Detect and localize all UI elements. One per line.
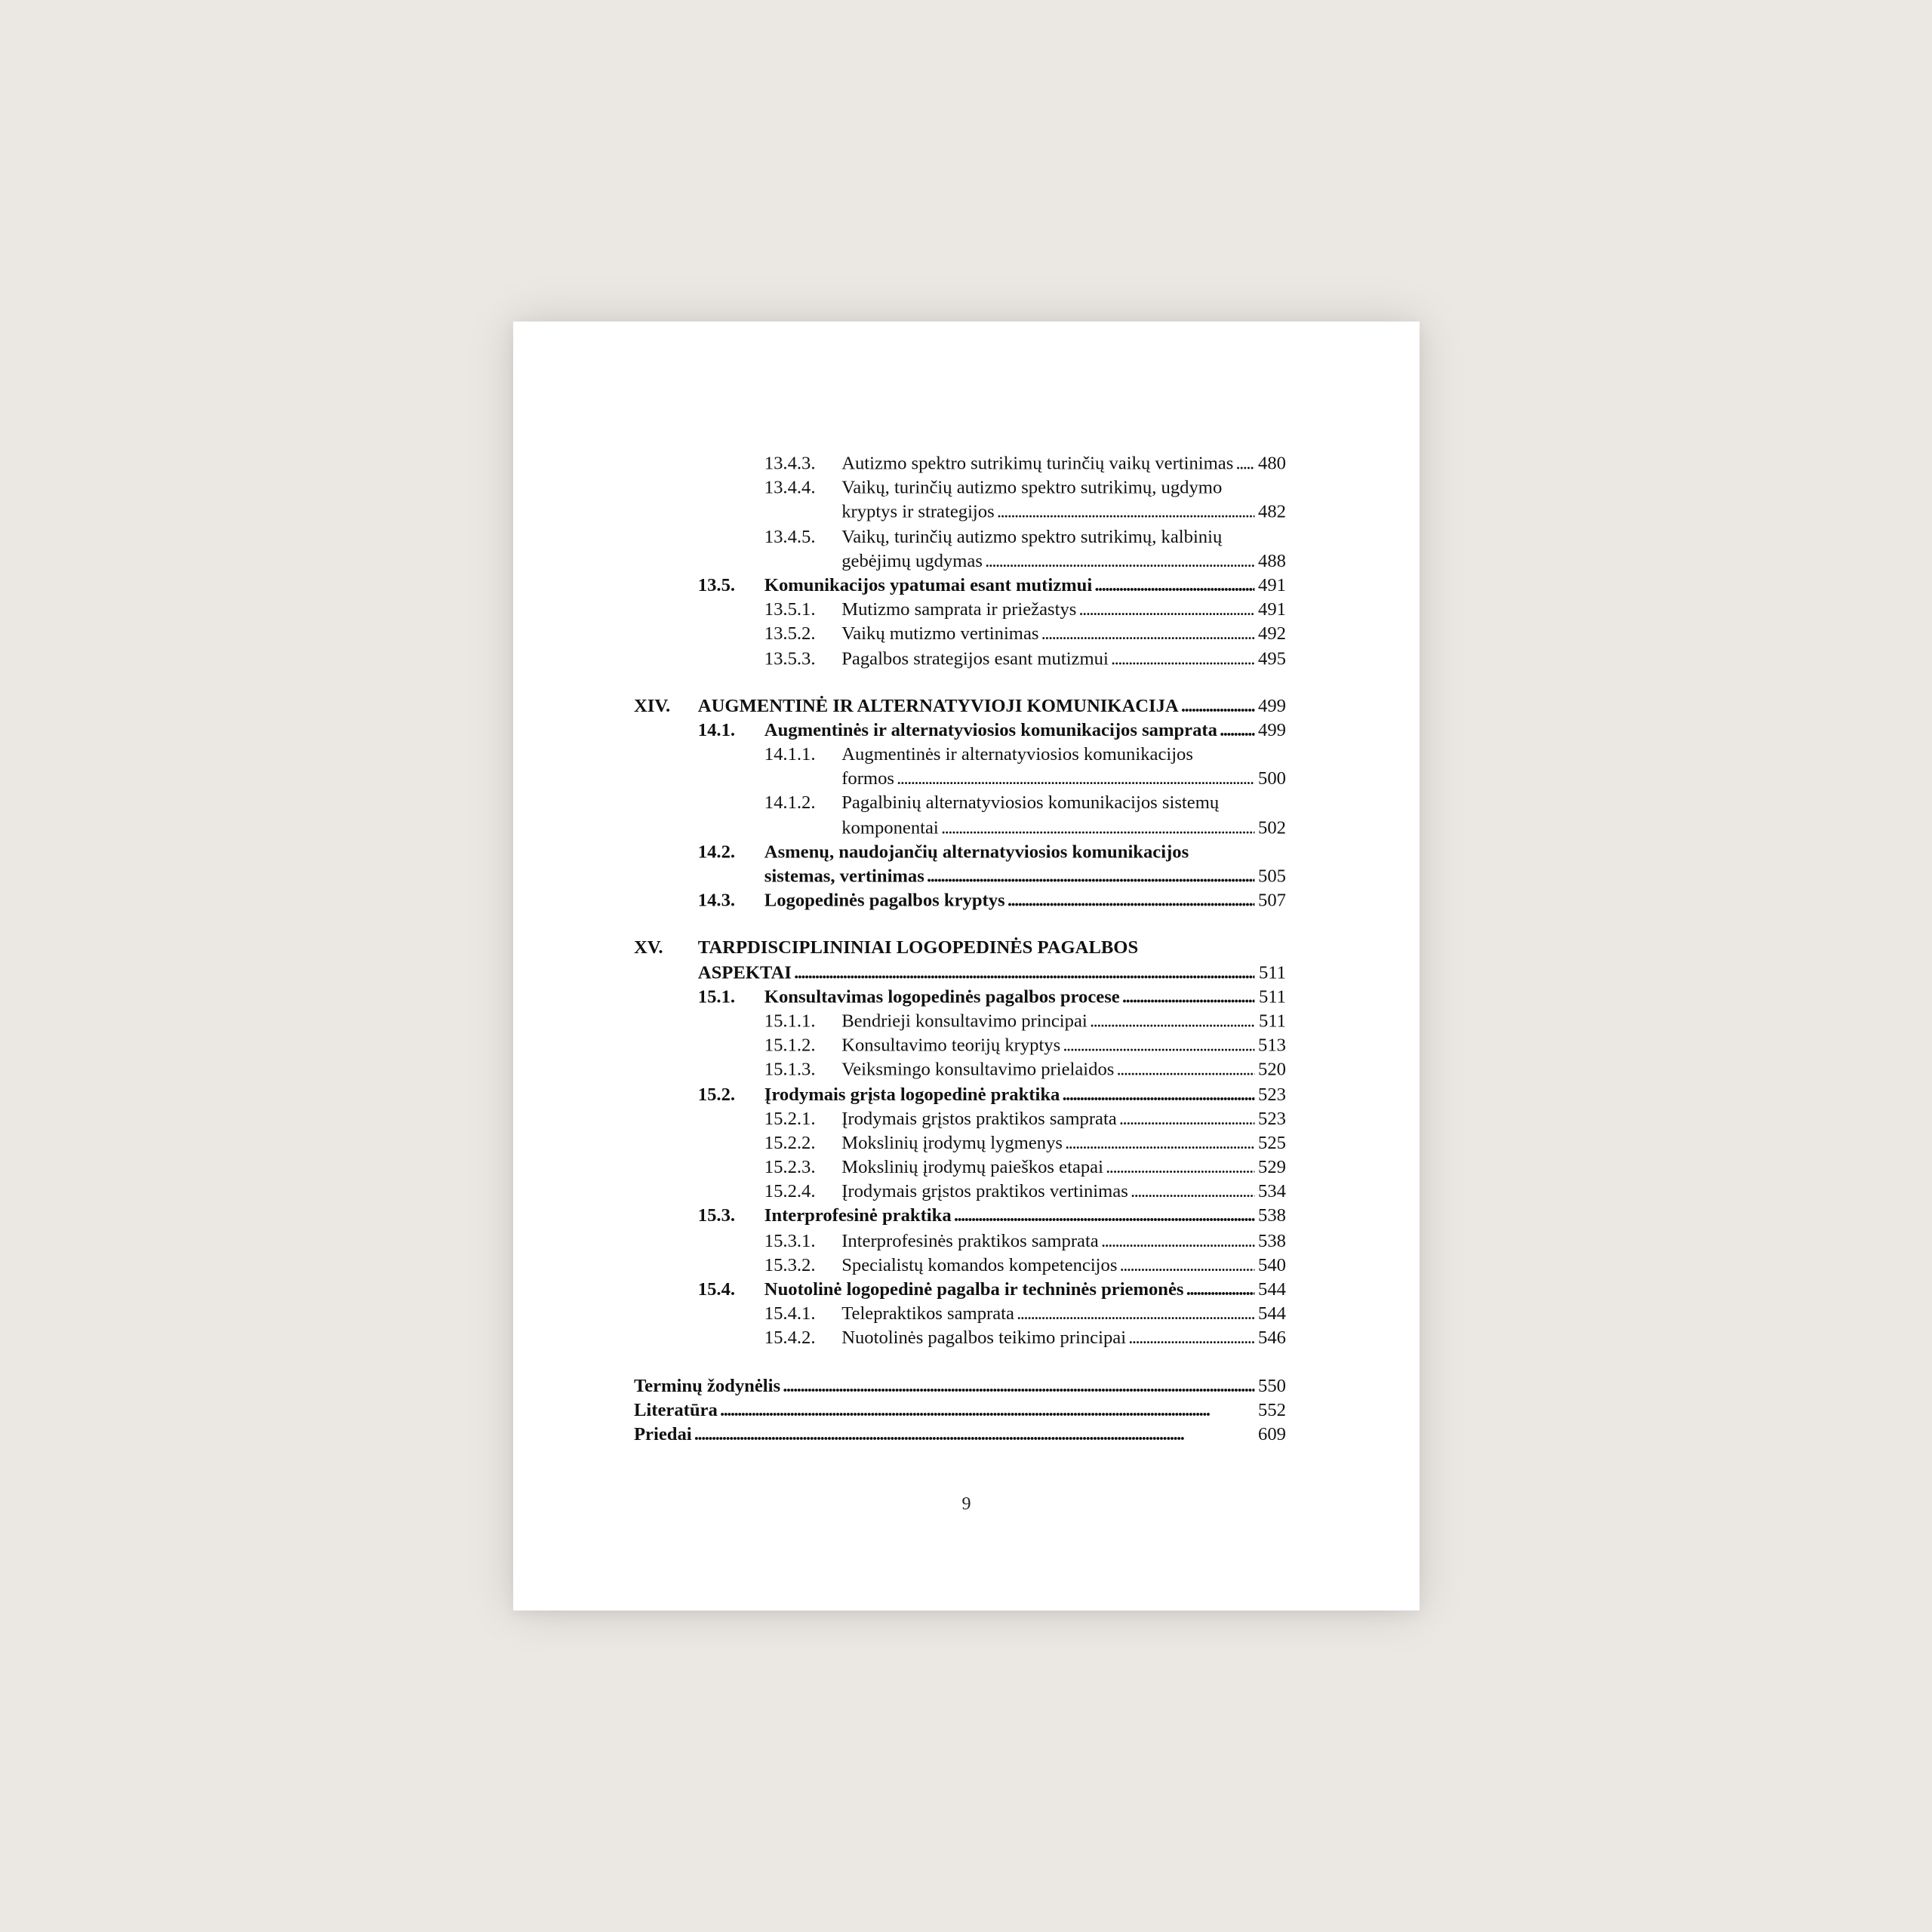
entry-page: 499 [1258, 720, 1286, 741]
toc-section [634, 1205, 1286, 1229]
entry-page: 511 [1258, 962, 1286, 983]
entry-title: Interprofesinė praktika [764, 1206, 952, 1227]
entry-number: 15.4.1. [764, 1303, 816, 1324]
entry-page: 505 [1258, 866, 1286, 887]
dot-leader [1014, 1303, 1254, 1327]
dot-leader [1060, 1083, 1254, 1107]
entry-title: Įrodymais grįsta logopedinė praktika [764, 1084, 1060, 1105]
chapter-title: TARPDISCIPLININIAI LOGOPEDINĖS PAGALBOS [697, 937, 1139, 958]
chapter-title: AUGMENTINĖ IR ALTERNATYVIOJI KOMUNIKACIJA [697, 695, 1179, 716]
toc-entry [634, 1059, 1286, 1083]
chapter-title: ASPEKTAI [697, 962, 792, 983]
dot-leader [1126, 1327, 1254, 1351]
entry-page: 552 [1258, 1399, 1286, 1420]
entry-page: 550 [1258, 1375, 1286, 1396]
entry-page: 511 [1258, 986, 1286, 1008]
entry-number: 13.4.5. [764, 526, 816, 547]
toc-back-matter [634, 1398, 1286, 1423]
entry-page: 482 [1258, 502, 1286, 523]
toc-entry-continuation [634, 768, 1286, 792]
entry-title: Vaikų mutizmo vertinimas [841, 623, 1039, 645]
entry-title: Priedai [634, 1423, 692, 1445]
dot-leader [1117, 1254, 1254, 1278]
entry-page: 523 [1258, 1084, 1286, 1105]
entry-page: 491 [1258, 575, 1286, 596]
dot-leader [1184, 1278, 1255, 1302]
entry-title: Konsultavimo teorijų kryptys [841, 1035, 1061, 1057]
entry-number: 15.2.2. [764, 1133, 816, 1154]
dot-leader [1099, 1229, 1255, 1254]
toc-entry [634, 647, 1286, 671]
page-number: 9 [961, 1494, 971, 1514]
dot-leader [1103, 1156, 1254, 1180]
entry-number: 13.5.1. [764, 599, 816, 620]
entry-number: 14.1. [697, 720, 736, 741]
entry-page: 500 [1258, 768, 1286, 789]
entry-title: Konsultavimas logopedinės pagalbos procese [764, 986, 1120, 1008]
entry-title: Mutizmo samprata ir priežastys [841, 599, 1077, 620]
dot-leader [924, 865, 1254, 889]
entry-number: 15.3. [697, 1206, 736, 1227]
chapter-number: XIV. [634, 695, 671, 716]
toc-chapter-continuation [634, 961, 1286, 986]
dot-leader [1120, 986, 1255, 1010]
dot-leader [792, 961, 1255, 986]
entry-number: 14.2. [697, 841, 736, 863]
entry-page: 502 [1258, 817, 1286, 838]
entry-page: 492 [1258, 623, 1286, 645]
chapter-number: XV. [634, 937, 663, 958]
toc-section [634, 1083, 1286, 1107]
toc-back-matter [634, 1423, 1286, 1447]
entry-number: 13.5. [697, 575, 736, 596]
entry-title: Mokslinių įrodymų lygmenys [841, 1133, 1063, 1154]
dot-leader [1217, 718, 1254, 743]
dot-leader [718, 1398, 1254, 1423]
entry-page: 546 [1258, 1327, 1286, 1349]
entry-page: 529 [1258, 1157, 1286, 1178]
dot-leader [1076, 598, 1254, 623]
entry-title: Asmenų, naudojančių alternatyviosios komunikacijos [764, 841, 1189, 863]
entry-page: 499 [1258, 695, 1286, 716]
toc-entry [634, 1132, 1286, 1156]
toc-entry [634, 525, 1286, 549]
entry-number: 15.3.1. [764, 1230, 816, 1251]
dot-leader [1005, 890, 1255, 914]
toc-entry [634, 1010, 1286, 1034]
entry-title: kryptys ir strategijos [841, 502, 995, 523]
entry-title: Vaikų, turinčių autizmo spektro sutrikimų, kalbinių [841, 526, 1223, 547]
dot-leader [1092, 574, 1254, 598]
entry-page: 525 [1258, 1133, 1286, 1154]
toc-entry-continuation [634, 817, 1286, 841]
entry-title: Terminų žodynėlis [634, 1375, 781, 1396]
entry-title: Įrodymais grįstos praktikos samprata [841, 1108, 1117, 1130]
toc-entry [634, 743, 1286, 768]
entry-title: Logopedinės pagalbos kryptys [764, 891, 1005, 912]
entry-title: formos [841, 768, 894, 789]
entry-page: 488 [1258, 550, 1286, 571]
dot-leader [1233, 452, 1254, 476]
entry-number: 15.2.3. [764, 1157, 816, 1178]
entry-title: Veiksmingo konsultavimo prielaidos [841, 1060, 1115, 1081]
dot-leader [1038, 623, 1254, 647]
toc-section [634, 1278, 1286, 1302]
toc-entry [634, 1034, 1286, 1058]
document-page [513, 321, 1420, 1611]
toc-entry [634, 1327, 1286, 1351]
entry-number: 14.1.2. [764, 792, 816, 814]
entry-page: 480 [1258, 453, 1286, 474]
entry-number: 14.1.1. [764, 744, 816, 765]
entry-number: 15.1. [697, 986, 736, 1008]
entry-page: 507 [1258, 891, 1286, 912]
toc-entry [634, 598, 1286, 623]
entry-number: 13.4.4. [764, 477, 816, 499]
entry-page: 540 [1258, 1254, 1286, 1275]
entry-page: 491 [1258, 599, 1286, 620]
toc-entry [634, 1254, 1286, 1278]
entry-title: Įrodymais grįstos praktikos vertinimas [841, 1181, 1128, 1202]
dot-leader [1179, 694, 1255, 718]
entry-page: 520 [1258, 1060, 1286, 1081]
entry-title: Augmentinės ir alternatyviosios komunikacijos [841, 744, 1193, 765]
entry-title: Mokslinių įrodymų paieškos etapai [841, 1157, 1103, 1178]
entry-title: Pagalbos strategijos esant mutizmui [841, 648, 1109, 669]
toc-section [634, 718, 1286, 743]
entry-number: 15.1.1. [764, 1011, 816, 1032]
entry-title: Vaikų, turinčių autizmo spektro sutrikimų, ugdymo [841, 477, 1223, 499]
entry-title: Literatūra [634, 1399, 718, 1420]
dot-leader [1088, 1010, 1255, 1034]
entry-title: Augmentinės ir alternatyviosios komunikacijos samprata [764, 720, 1217, 741]
entry-title: Autizmo spektro sutrikimų turinčių vaikų vertinimas [841, 453, 1234, 474]
entry-page: 511 [1258, 1011, 1286, 1032]
entry-number: 13.4.3. [764, 453, 816, 474]
dot-leader [780, 1374, 1254, 1398]
entry-title: Nuotolinė logopedinė pagalba ir techninės priemonės [764, 1279, 1184, 1300]
entry-number: 14.3. [697, 891, 736, 912]
toc-entry [634, 1107, 1286, 1131]
entry-number: 15.2.4. [764, 1181, 816, 1202]
entry-number: 13.5.2. [764, 623, 816, 645]
toc-entry [634, 792, 1286, 816]
entry-page: 513 [1258, 1035, 1286, 1057]
entry-number: 15.2.1. [764, 1108, 816, 1130]
entry-number: 13.5.3. [764, 648, 816, 669]
entry-title: Pagalbinių alternatyviosios komunikacijos sistemų [841, 792, 1220, 814]
entry-page: 544 [1258, 1303, 1286, 1324]
dot-leader [939, 817, 1254, 841]
entry-title: komponentai [841, 817, 939, 838]
toc-entry [634, 623, 1286, 647]
dot-leader [995, 501, 1255, 525]
entry-page: 538 [1258, 1206, 1286, 1227]
dot-leader [692, 1423, 1255, 1447]
toc-section [634, 986, 1286, 1010]
entry-number: 15.4. [697, 1279, 736, 1300]
toc-entry [634, 1229, 1286, 1254]
entry-page: 538 [1258, 1230, 1286, 1251]
toc-entry-continuation [634, 549, 1286, 574]
dot-leader [1060, 1034, 1254, 1058]
dot-leader [1114, 1059, 1254, 1083]
toc-section [634, 890, 1286, 914]
entry-title: Interprofesinės praktikos samprata [841, 1230, 1099, 1251]
entry-title: Specialistų komandos kompetencijos [841, 1254, 1118, 1275]
toc-entry [634, 452, 1286, 476]
entry-number: 15.1.2. [764, 1035, 816, 1057]
entry-title: Bendrieji konsultavimo principai [841, 1011, 1088, 1032]
dot-leader [983, 549, 1254, 574]
dot-leader [894, 768, 1254, 792]
entry-title: Komunikacijos ypatumai esant mutizmui [764, 575, 1093, 596]
toc-entry [634, 1156, 1286, 1180]
entry-page: 609 [1258, 1423, 1286, 1445]
entry-page: 495 [1258, 648, 1286, 669]
dot-leader [1128, 1180, 1254, 1204]
entry-title: sistemas, vertinimas [764, 866, 924, 887]
entry-title: Nuotolinės pagalbos teikimo principai [841, 1327, 1127, 1349]
entry-number: 15.3.2. [764, 1254, 816, 1275]
toc-entry [634, 476, 1286, 500]
entry-number: 15.4.2. [764, 1327, 816, 1349]
entry-title: gebėjimų ugdymas [841, 550, 983, 571]
dot-leader [1109, 647, 1254, 671]
dot-leader [1117, 1107, 1255, 1131]
entry-page: 534 [1258, 1181, 1286, 1202]
toc-section [634, 574, 1286, 598]
toc-section [634, 841, 1286, 865]
entry-number: 15.2. [697, 1084, 736, 1105]
toc-entry [634, 1180, 1286, 1204]
toc-entry-continuation [634, 501, 1286, 525]
toc-back-matter [634, 1374, 1286, 1398]
toc-chapter [634, 694, 1286, 718]
toc-section-continuation [634, 865, 1286, 889]
entry-page: 544 [1258, 1279, 1286, 1300]
entry-title: Telepraktikos samprata [841, 1303, 1014, 1324]
dot-leader [1063, 1132, 1254, 1156]
entry-number: 15.1.3. [764, 1060, 816, 1081]
dot-leader [952, 1205, 1255, 1229]
toc-entry [634, 1303, 1286, 1327]
table-of-contents [634, 452, 1286, 1447]
entry-page: 523 [1258, 1108, 1286, 1130]
toc-chapter [634, 937, 1286, 961]
